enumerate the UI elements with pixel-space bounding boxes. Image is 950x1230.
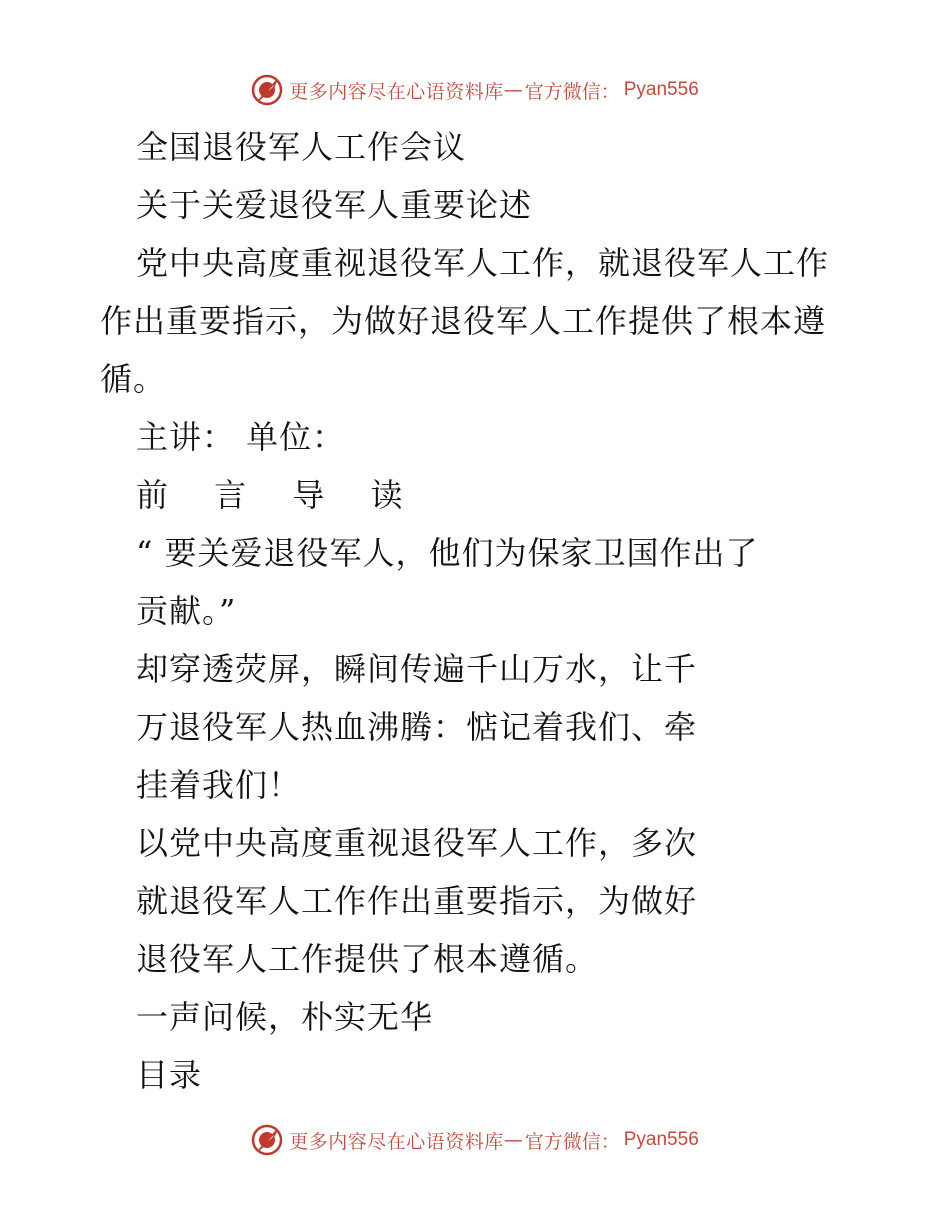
doc-paragraph-line: 循。: [100, 360, 167, 398]
doc-toc-heading: 目录: [136, 1056, 203, 1094]
doc-paragraph-line: 一声问候，朴实无华: [136, 998, 434, 1036]
doc-paragraph-line: 退役军人工作提供了根本遵循。: [136, 940, 599, 978]
doc-quote-line: “ 要关爱退役军人，他们为保家卫国作出了: [136, 534, 759, 572]
watermark-separator: —: [503, 1129, 523, 1151]
watermark-footer: [0, 1120, 950, 1160]
watermark-id: Pyan556: [623, 1129, 699, 1150]
doc-paragraph-line: 挂着我们！: [136, 766, 302, 804]
doc-paragraph-line: 却穿透荧屏，瞬间传遍千山万水，让千: [136, 650, 698, 688]
doc-paragraph-line: 就退役军人工作作出重要指示，为做好: [136, 882, 698, 920]
quill-logo-icon: [251, 1124, 283, 1156]
doc-subtitle: 关于关爱退役军人重要论述: [136, 186, 533, 224]
doc-paragraph-line: 万退役军人热血沸腾：惦记着我们、牵: [136, 708, 698, 746]
doc-section-heading: 前 言 导 读: [136, 476, 421, 514]
watermark-text: 更多内容尽在心语资料库: [289, 1130, 504, 1153]
watermark-text: 更多内容尽在心语资料库: [289, 80, 504, 103]
doc-paragraph-line: 作出重要指示，为做好退役军人工作提供了根本遵: [100, 302, 827, 340]
watermark-id: Pyan556: [623, 79, 699, 100]
quill-logo-icon: [251, 74, 283, 106]
doc-quote-line: 贡献。”: [136, 592, 237, 630]
watermark-label: 官方微信：: [524, 1130, 620, 1153]
doc-speaker-line: 主讲： 单位：: [136, 418, 346, 456]
watermark-label: 官方微信：: [524, 80, 620, 103]
watermark-header: [0, 70, 950, 110]
doc-paragraph-line: 党中央高度重视退役军人工作，就退役军人工作: [136, 244, 830, 282]
doc-title: 全国退役军人工作会议: [136, 128, 467, 166]
watermark-separator: —: [503, 79, 523, 101]
doc-paragraph-line: 以党中央高度重视退役军人工作，多次: [136, 824, 698, 862]
